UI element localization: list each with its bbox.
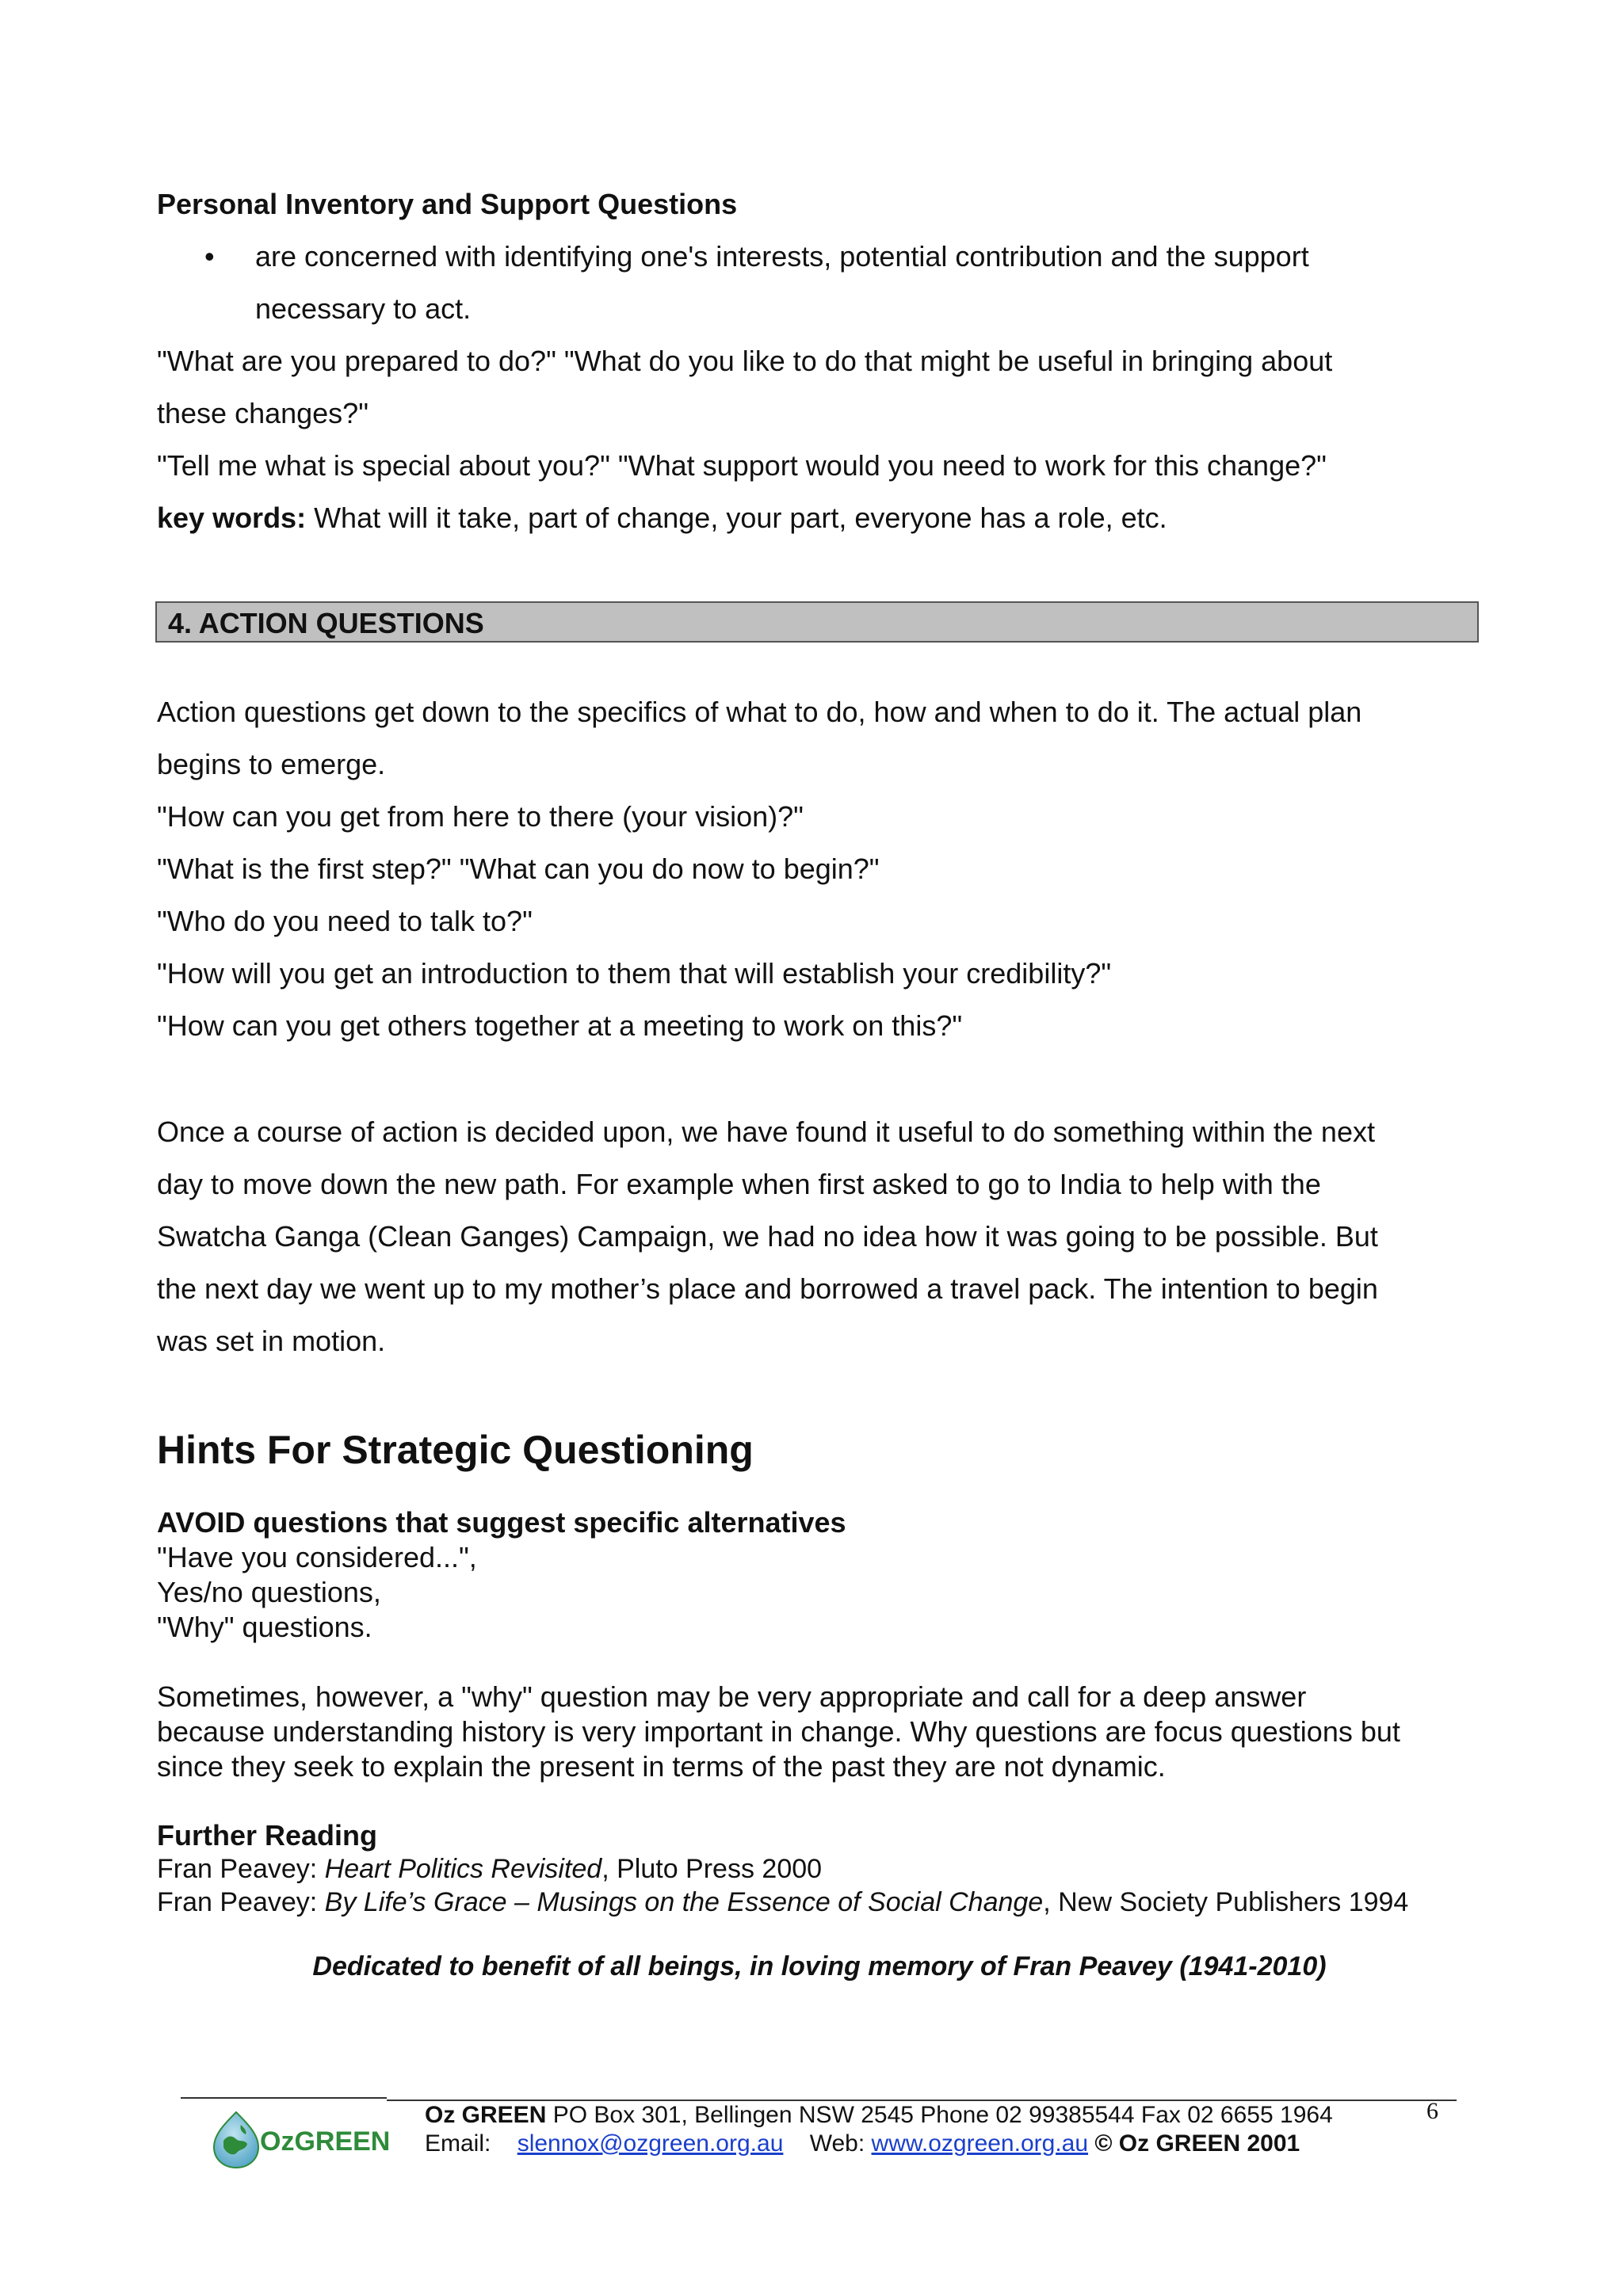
keywords-line — [157, 492, 1482, 544]
action-questions-section — [157, 686, 1482, 1052]
action-question-2: "What is the first step?" "What can you do now to begin?" — [157, 852, 880, 885]
bullet-line-1: are concerned with identifying one's interests, potential contribution and the support — [255, 240, 1309, 273]
reading-1-author: Fran Peavey: — [157, 1854, 325, 1884]
section-header-action-questions — [155, 601, 1479, 643]
reading-2-rest: , New Society Publishers 1994 — [1043, 1887, 1409, 1917]
personal-question-line-3: "Tell me what is special about you?" "What support would you need to work for this change?" — [157, 449, 1327, 482]
hints-heading-wrap — [157, 1426, 1482, 1474]
page-number: 6 — [1426, 2098, 1438, 2124]
action-paragraph — [157, 1106, 1482, 1367]
footer-org: Oz GREEN — [425, 2102, 547, 2128]
footer-email-label: Email: — [425, 2130, 517, 2157]
footer-email-link[interactable]: slennox@ozgreen.org.au — [517, 2130, 784, 2157]
personal-inventory-section — [157, 178, 1482, 544]
bullet-item — [157, 231, 1482, 335]
footer-contact — [425, 2101, 1333, 2158]
bullet-line-2: necessary to act. — [255, 292, 472, 325]
avoid-item-2: Yes/no questions, — [157, 1576, 381, 1608]
further-reading-section — [157, 1819, 1482, 1919]
keywords-text: What will it take, part of change, your part, everyone has a role, etc. — [306, 502, 1167, 534]
reading-1-rest: , Pluto Press 2000 — [601, 1854, 823, 1884]
footer-web-link[interactable]: www.ozgreen.org.au — [871, 2130, 1089, 2157]
why-paragraph — [157, 1680, 1482, 1784]
footer-address-line — [425, 2101, 1333, 2130]
personal-question-line-1: "What are you prepared to do?" "What do you like to do that might be useful in bringing about — [157, 345, 1333, 377]
reading-item-2 — [157, 1886, 1482, 1919]
bullet-icon: • — [204, 240, 215, 273]
personal-inventory-heading: Personal Inventory and Support Questions — [157, 188, 738, 220]
further-reading-heading: Further Reading — [157, 1819, 378, 1852]
ozgreen-logo — [209, 2107, 391, 2171]
why-line-2: because understanding history is very important in change. Why questions are focus questions but — [157, 1715, 1400, 1748]
reading-2-title: By Life’s Grace – Musings on the Essence of Social Change — [324, 1887, 1044, 1917]
action-question-4: "How will you get an introduction to them that will establish your credibility?" — [157, 957, 1112, 990]
footer-links-line — [425, 2130, 1333, 2158]
action-intro-line-2: begins to emerge. — [157, 748, 386, 780]
avoid-item-3: "Why" questions. — [157, 1611, 372, 1643]
footer-divider-left — [181, 2097, 387, 2099]
why-line-1: Sometimes, however, a "why" question may be very appropriate and call for a deep answer — [157, 1680, 1307, 1713]
dedication-line: Dedicated to benefit of all beings, in loving memory of Fran Peavey (1941-2010) — [312, 1951, 1327, 1981]
action-question-3: "Who do you need to talk to?" — [157, 905, 533, 937]
why-line-3: since they seek to explain the present in terms of the past they are not dynamic. — [157, 1750, 1166, 1783]
action-para-line-5: was set in motion. — [157, 1325, 386, 1357]
footer-web-label: Web: — [783, 2130, 872, 2157]
action-para-line-3: Swatcha Ganga (Clean Ganges) Campaign, we had no idea how it was going to be possible. But — [157, 1220, 1378, 1253]
hints-heading: Hints For Strategic Questioning — [157, 1428, 754, 1472]
action-intro-line-1: Action questions get down to the specifics of what to do, how and when to do it. The actual plan — [157, 696, 1362, 728]
action-para-line-2: day to move down the new path. For example when first asked to go to India to help with the — [157, 1168, 1321, 1200]
action-question-1: "How can you get from here to there (your vision)?" — [157, 800, 804, 833]
avoid-heading: AVOID questions that suggest specific alternatives — [157, 1506, 846, 1539]
section-title: 4. ACTION QUESTIONS — [168, 607, 484, 639]
avoid-section — [157, 1505, 1482, 1645]
reading-2-author: Fran Peavey: — [157, 1887, 325, 1917]
action-para-line-1: Once a course of action is decided upon, we have found it useful to do something within the next — [157, 1116, 1375, 1148]
action-question-5: "How can you get others together at a meeting to work on this?" — [157, 1009, 963, 1042]
avoid-item-1: "Have you considered...", — [157, 1541, 477, 1573]
footer-address: PO Box 301, Bellingen NSW 2545 Phone 02 99385544 Fax 02 6655 1964 — [546, 2102, 1333, 2128]
personal-question-line-2: these changes?" — [157, 397, 369, 429]
action-para-line-4: the next day we went up to my mother’s place and borrowed a travel pack. The intention to begin — [157, 1272, 1378, 1305]
logo-wordmark: OzGREEN — [260, 2126, 391, 2157]
footer-copyright: © Oz GREEN 2001 — [1088, 2130, 1300, 2157]
keywords-label: key words: — [157, 502, 307, 534]
reading-item-1 — [157, 1852, 1482, 1886]
reading-1-title: Heart Politics Revisited — [324, 1854, 602, 1884]
